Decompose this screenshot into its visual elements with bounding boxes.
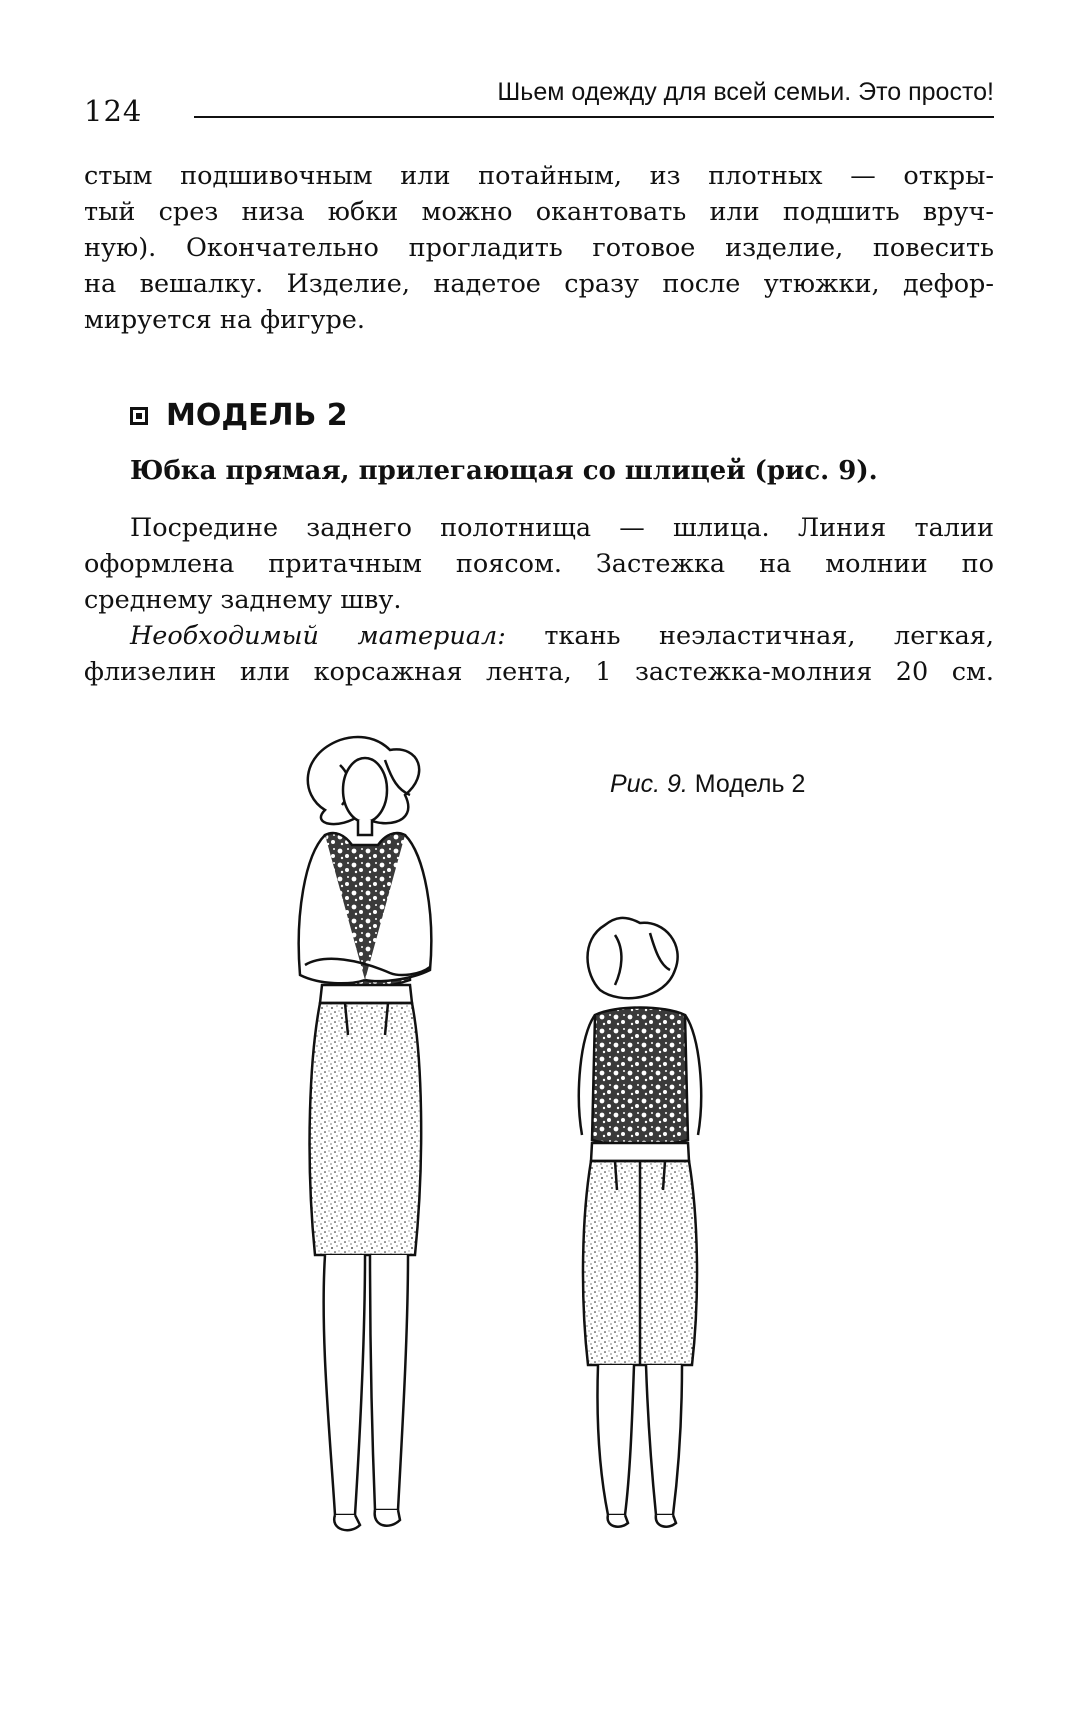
figure-caption-label: Рис. 9. xyxy=(610,770,688,798)
section-heading xyxy=(130,398,348,433)
text-line: ную). Окончательно прогладить готовое изделие, повесить xyxy=(84,233,994,263)
section-heading-text: МОДЕЛЬ 2 xyxy=(166,398,348,433)
text-line xyxy=(84,618,994,654)
model-subtitle: Юбка прямая, прилегающая со шлицей (рис. 9). xyxy=(130,456,878,486)
text-line: мируется на фигуре. xyxy=(84,305,365,335)
description-paragraph xyxy=(84,510,994,618)
text-line: стым подшивочным или потайным, из плотных — откры- xyxy=(84,161,994,191)
materials-text: ткань неэластичная, легкая, xyxy=(505,621,994,651)
text-line: тый срез низа юбки можно окантовать или подшить вруч- xyxy=(84,197,994,227)
running-title: Шьем одежду для всей семьи. Это просто! xyxy=(497,78,994,106)
text-line: на вешалку. Изделие, надетое сразу после утюжки, дефор- xyxy=(84,269,994,299)
text-line: оформлена притачным поясом. Застежка на молнии по xyxy=(84,549,994,579)
back-view-figure xyxy=(579,918,701,1527)
text-line: флизелин или корсажная лента, 1 застежка-молния 20 см. xyxy=(84,657,994,687)
materials-label: Необходимый материал: xyxy=(130,621,506,651)
page-number: 124 xyxy=(84,94,143,128)
materials-paragraph xyxy=(84,618,994,690)
fashion-illustration xyxy=(280,735,800,1680)
text-line: среднему заднему шву. xyxy=(84,585,402,615)
square-bullet-icon xyxy=(130,407,148,425)
header-rule xyxy=(194,116,994,118)
front-view-figure xyxy=(299,737,432,1530)
page-header xyxy=(84,78,994,128)
paragraph-continued xyxy=(84,158,994,338)
text-line: Посредине заднего полотнища — шлица. Линия талии xyxy=(130,513,994,543)
figure-caption-text: Модель 2 xyxy=(687,770,806,798)
